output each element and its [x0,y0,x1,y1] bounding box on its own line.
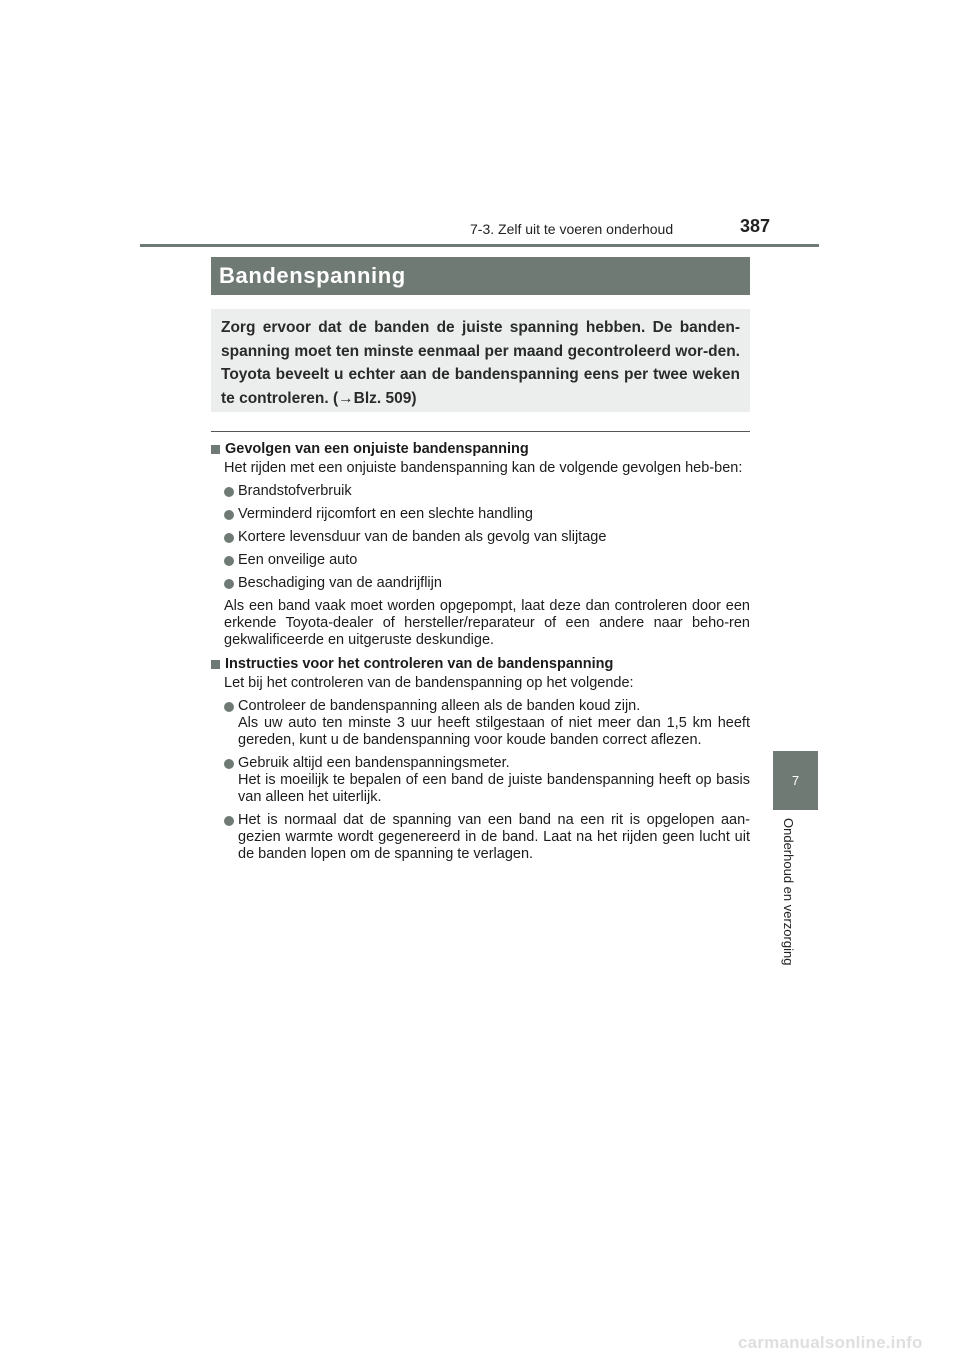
circle-bullet-icon [224,510,234,520]
square-bullet-icon [211,445,220,454]
circle-bullet-icon [224,816,234,826]
section-heading-consequences [211,441,750,458]
circle-bullet-icon [224,579,234,589]
square-bullet-icon [211,660,220,669]
section-heading-text: Instructies voor het controleren van de bandenspanning [225,656,614,672]
list-item-text: Controleer de bandenspanning alleen als de banden koud zijn. [238,698,641,714]
list-item-text: Verminderd rijcomfort en een slechte handling [238,506,533,522]
page-number: 387 [740,216,771,236]
section-lead: Let bij het controleren van de bandenspanning op het volgende: [224,675,634,691]
list-item [224,552,750,569]
list-item [224,529,750,546]
list-item [224,755,750,806]
running-header-section: 7-3. Zelf uit te voeren onderhoud [470,221,674,237]
circle-bullet-icon [224,487,234,497]
list-item-text: Kortere levensduur van de banden als gevolg van slijtage [238,529,607,545]
list-item-text: Beschadiging van de aandrijflijn [238,575,442,591]
list-item-text: Brandstofverbruik [238,483,352,499]
list-item [224,575,750,592]
content [211,441,750,863]
list-item [224,698,750,749]
list-item [224,812,750,863]
list-item-text: Het is normaal dat de spanning van een band na een rit is opgelopen aan-gezien warmte wordt gegenereerd in de band. Laat na het rijden geen lucht uit de banden lopen om de spanning te verlagen. [238,812,750,862]
separator-rule [211,431,750,432]
list-item [224,483,750,500]
circle-bullet-icon [224,533,234,543]
page-title: Bandenspanning [211,257,750,295]
circle-bullet-icon [224,759,234,769]
list-item [224,506,750,523]
chapter-tab: 7 [773,751,818,810]
circle-bullet-icon [224,702,234,712]
chapter-label: Onderhoud en verzorging [781,818,796,966]
circle-bullet-icon [224,556,234,566]
list-item-detail: Het is moeilijk te bepalen of een band de juiste bandenspanning heeft op basis van alleen het uiterlijk. [238,772,750,805]
section-closing: Als een band vaak moet worden opgepompt, laat deze dan controleren door een erkende Toyota-dealer of hersteller/reparateur of een andere naar beho-ren gekwalificeerde en uitgeruste deskundige. [224,598,750,648]
intro-text: Zorg ervoor dat de banden de juiste spanning hebben. De banden-spanning moet ten minste eenmaal per maand gecontroleerd wor-den. Toyota beveelt u echter aan de bandenspanning eens per twee weken te controleren. (→Blz. 509) [221,319,740,407]
intro-box [211,309,750,412]
list-item-text: Gebruik altijd een bandenspanningsmeter. [238,755,510,771]
list-item-text: Een onveilige auto [238,552,358,568]
section-heading-text: Gevolgen van een onjuiste bandenspanning [225,441,529,457]
section-heading-instructions [211,656,750,673]
list-item-detail: Als uw auto ten minste 3 uur heeft stilgestaan of niet meer dan 1,5 km heeft gereden, kunt u de bandenspanning voor koude banden correct aflezen. [238,715,750,748]
header-rule [140,244,819,247]
watermark: carmanualsonline.info [738,1333,923,1352]
section-lead: Het rijden met een onjuiste bandenspanning kan de volgende gevolgen heb-ben: [224,460,743,476]
